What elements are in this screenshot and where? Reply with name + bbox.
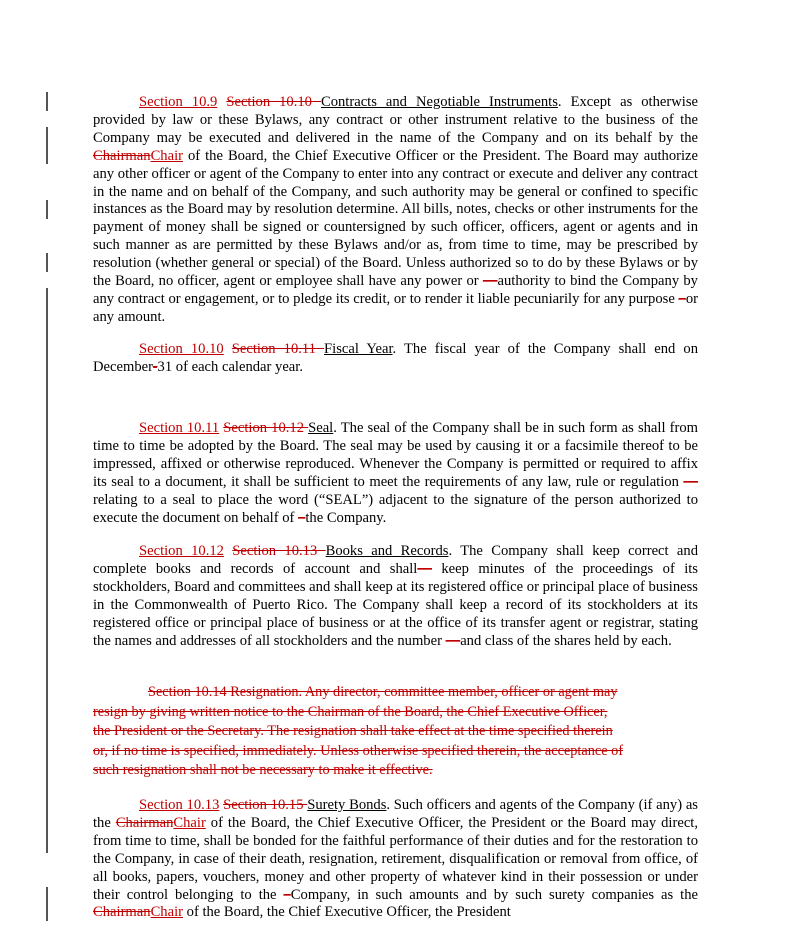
change-bar [46,288,48,853]
change-bar [46,127,48,164]
deleted-section-number: Section 10.10 [226,94,321,110]
deleted-text: Chairman [93,147,151,164]
paragraph-fiscal-year: Section 10.10 Section 10.11 Fiscal Year. The fiscal year of the Company shall end on December-31 of each calendar year. [93,341,699,375]
inserted-text: Chair [150,904,183,921]
deleted-section-number: Section 10.12 [223,420,309,436]
paragraph-seal: Section 10.11 Section 10.12 Seal. The seal of the Company shall be in such form as shall from time to time be adopted by the Board. The seal may be used by causing it or a facsimile thereof to be impressed, affixed or otherwise reproduced. Whenever the Company is permitted or required to affix its seal to a document, it shall be sufficient to meet the requirements of any law, rule or regulation —relating to a seal to place the word (“SEAL”) adjacent to the signature of the person authorized to execute the document on behalf of –the Company. [93,420,699,526]
inserted-text: Chair [150,147,183,164]
change-bar [46,253,48,272]
inserted-section-number: Section 10.12 [139,543,224,559]
inserted-section-number: Section 10.10 [139,341,224,357]
deleted-paragraph-resignation [93,683,698,781]
section-title: Seal [308,420,334,436]
paragraph-books-records: Section 10.12 Section 10.13 Books and Records. The Company shall keep correct and complete books and records of account and shall— keep minutes of the proceedings of its stockholders, Board and committees and shall keep at its registered office or principal place of business in the Commonwealth of Puerto Rico. The Company shall keep a record of its stockholders at its registered office or principal place of business or at the office of its transfer agent or registrar, stating the names and addresses of all stockholders and the number —and class of the shares held by each. [93,543,698,649]
deleted-line: the President or the Secretary. The resignation shall take effect at the time specified therein [93,723,613,739]
deleted-section-number: Section 10.15 [223,797,308,813]
deleted-section-number: Section 10.11 [231,341,325,357]
deleted-line: Section 10.14 Resignation. Any director, committee member, officer or agent may [148,684,618,700]
paragraph-surety-bonds: Section 10.13 Section 10.15 Surety Bonds. Such officers and agents of the Company (if any) as the ChairmanChair of the Board, the Chief Executive Officer, the President or the Board may direct, from time to time, shall be bonded for the faithful performance of their duties and for the restoration to the Company, in case of their death, resignation, retirement, disqualification or removal from office, of all books, papers, vouchers, money and other property of whatever kind in their possession or under their control belonging to the –Company, in such amounts and by such surety companies as the ChairmanChair of the Board, the Chief Executive Officer, the President [93,797,699,921]
deleted-line: resign by giving written notice to the Chairman of the Board, the Chief Executive Officer, [93,703,608,720]
inserted-section-number: Section 10.13 [139,797,220,813]
section-title: Fiscal Year [324,341,393,357]
paragraph-contracts: Section 10.9 Section 10.10 Contracts and Negotiable Instruments. Except as otherwise provided by law or these Bylaws, any contract or other instrument relative to the business of the Company may be executed and delivered in the name of the Company and on its behalf by the ChairmanChair of the Board, the Chief Executive Officer or the President. The Board may authorize any other officer or agent of the Company to enter into any contract or execute and deliver any contract in the name and on behalf of the Company, and such authority may be general or confined to specific instances as the Board may by resolution determine. All bills, notes, checks or other instruments for the payment of money shall be signed or countersigned by such officer, officers, agent or agents and in such manner as are permitted by these Bylaws and/or as, from time to time, may be prescribed by resolution (whether general or special) of the Board. Unless authorized so to do by these Bylaws or by the Board, no officer, agent or employee shall have any power or —authority to bind the Company by any contract or engagement, or to pledge its credit, or to render it liable pecuniarily for any purpose –or any amount. [93,94,699,325]
change-bar [46,200,48,219]
inserted-section-number: Section 10.11 [139,420,220,436]
deleted-section-number: Section 10.13 [232,543,326,559]
deleted-text: Chairman [115,814,174,831]
deleted-line: such resignation shall not be necessary to make it effective. [93,762,433,778]
inserted-text: Chair [173,814,206,831]
deleted-line: or, if no time is specified, immediately. Unless otherwise specified therein, the acceptance of [93,742,624,759]
section-title: Books and Records [325,543,449,559]
section-title: Surety Bonds [307,797,387,813]
change-bar [46,92,48,111]
inserted-section-number: Section 10.9 [139,94,218,110]
section-title: Contracts and Negotiable Instruments [320,94,558,110]
change-bar [46,887,48,921]
deleted-text: Chairman [93,904,151,921]
